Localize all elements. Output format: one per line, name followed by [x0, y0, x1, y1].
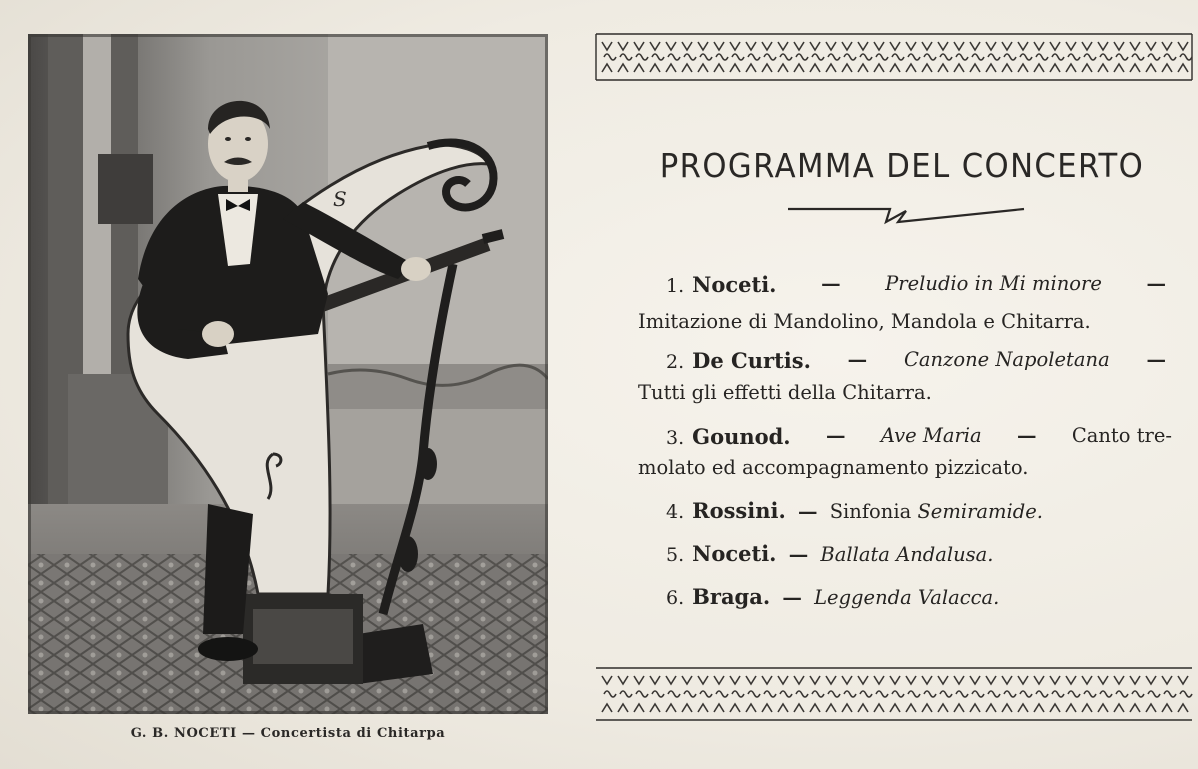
composer-name: Braga. [692, 584, 771, 609]
work-title: Leggenda Valacca. [814, 586, 1000, 609]
ornament-motif [810, 42, 824, 72]
composer-name: Noceti. [692, 541, 777, 566]
ornament-motif [778, 676, 792, 712]
ornament-motif [746, 676, 760, 712]
work-title: Ave Maria [880, 424, 982, 447]
ornament-motif [1034, 42, 1048, 72]
ornament-motif [1114, 676, 1128, 712]
ornament-motif [618, 42, 632, 72]
ornament-motif [682, 42, 696, 72]
work-title: Preludio in Mi minore [885, 272, 1102, 295]
ornament-motif [794, 676, 808, 712]
ornament-motif [1034, 676, 1048, 712]
title-underline-flourish [786, 200, 1026, 230]
work-title: Semiramide. [917, 500, 1043, 523]
ornament-motif [1178, 676, 1192, 712]
ornament-motif [1066, 676, 1080, 712]
ornament-motif [634, 42, 648, 72]
work-title: Ballata Andalusa. [820, 543, 994, 566]
ornament-motif [1018, 676, 1032, 712]
ornament-motif [810, 676, 824, 712]
ornament-motif [858, 42, 872, 72]
ornament-motif [1130, 42, 1144, 72]
ornament-motif [682, 676, 696, 712]
composer-name: Gounod. [692, 424, 791, 449]
ornament-motif [1114, 42, 1128, 72]
work-description-continued: molato ed accompagnamento pizzicato. [638, 456, 1029, 479]
ornament-motif [698, 42, 712, 72]
ornament-motif [986, 676, 1000, 712]
ornament-motif [874, 42, 888, 72]
dash: — [1146, 348, 1166, 371]
composer-name: Rossini. [692, 498, 786, 523]
ornament-motif [954, 42, 968, 72]
dash: — [825, 424, 846, 447]
ornament-motif [1162, 42, 1176, 72]
ornament-motif [730, 42, 744, 72]
ornament-motif [1002, 676, 1016, 712]
ornament-motif [778, 42, 792, 72]
ornament-motif [986, 42, 1000, 72]
ornament-motif [602, 42, 616, 72]
ornament-motif [938, 676, 952, 712]
program-item-2-line-1 [666, 350, 1172, 372]
ornament-motif [618, 676, 632, 712]
work-description: Canto tre- [1071, 424, 1172, 447]
ornament-motif [666, 42, 680, 72]
ornament-motif [1146, 42, 1160, 72]
ornament-motif [826, 42, 840, 72]
ornament-motif [970, 676, 984, 712]
ornament-motif [906, 42, 920, 72]
ornament-motif [874, 676, 888, 712]
ornament-motif [1098, 42, 1112, 72]
item-number: 6. [666, 587, 685, 609]
item-number: 2. [666, 351, 685, 373]
ornament-motif [762, 676, 776, 712]
ornament-motif [890, 42, 904, 72]
photo-illustration [28, 34, 548, 714]
ornament-motif [1018, 42, 1032, 72]
ornament-motif [730, 676, 744, 712]
ornament-motif [650, 42, 664, 72]
ornament-motif [714, 42, 728, 72]
ornament-motif [1050, 676, 1064, 712]
dash: — [1146, 272, 1166, 295]
ornament-motif [698, 676, 712, 712]
work-description: Imitazione di Mandolino, Mandola e Chitarra. [638, 310, 1091, 333]
ornament-motif [1098, 676, 1112, 712]
program-item-6-line-1 [666, 586, 999, 608]
ornament-motif [634, 676, 648, 712]
photo-caption: G. B. NOCETI — Concertista di Chitarpa [130, 726, 446, 741]
ornament-motif [1082, 676, 1096, 712]
ornament-motif [858, 676, 872, 712]
ornament-motif [890, 676, 904, 712]
work-description: Tutti gli effetti della Chitarra. [638, 381, 932, 404]
ornament-motif [954, 676, 968, 712]
dash: — [782, 586, 802, 609]
ornament-motif [842, 676, 856, 712]
dash: — [821, 272, 841, 295]
ornament-motif [1146, 676, 1160, 712]
dash: — [788, 543, 809, 566]
performer-photograph [28, 34, 548, 714]
work-genre: Sinfonia [829, 500, 912, 523]
ornament-motif [714, 676, 728, 712]
dash: — [797, 500, 818, 523]
item-number: 4. [666, 501, 685, 523]
ornament-motif [970, 42, 984, 72]
ornament-motif [1002, 42, 1016, 72]
ornament-motif [666, 676, 680, 712]
dash: — [847, 348, 868, 371]
ornament-motif [1050, 42, 1064, 72]
top-ornamental-border [592, 30, 1196, 84]
ornament-motif [602, 676, 616, 712]
composer-name: Noceti. [692, 272, 777, 297]
ornament-motif [746, 42, 760, 72]
ornament-motif [842, 42, 856, 72]
ornament-motif [762, 42, 776, 72]
svg-text:S: S [333, 187, 347, 211]
ornament-motif [922, 42, 936, 72]
work-title: Canzone Napoletana [903, 348, 1110, 371]
program-item-4-line-1 [666, 500, 1043, 522]
ornament-motif [650, 676, 664, 712]
ornament-motif [922, 676, 936, 712]
ornament-motif [1178, 42, 1192, 72]
ornament-motif [826, 676, 840, 712]
dash: — [1016, 424, 1037, 447]
ornament-motif [906, 676, 920, 712]
ornament-motif [1130, 676, 1144, 712]
program-item-3-line-1 [666, 426, 1172, 448]
program-item-1-line-1 [666, 274, 1172, 296]
ornament-motif [794, 42, 808, 72]
item-number: 1. [666, 275, 685, 297]
item-number: 5. [666, 544, 685, 566]
ornament-motif [938, 42, 952, 72]
program-title: PROGRAMMA DEL CONCERTO [659, 146, 1145, 185]
ornament-motif [1162, 676, 1176, 712]
bottom-ornamental-border [592, 664, 1196, 724]
ornament-motif [1066, 42, 1080, 72]
composer-name: De Curtis. [692, 348, 811, 373]
program-item-5-line-1 [666, 543, 993, 565]
item-number: 3. [666, 427, 685, 449]
ornament-motif [1082, 42, 1096, 72]
